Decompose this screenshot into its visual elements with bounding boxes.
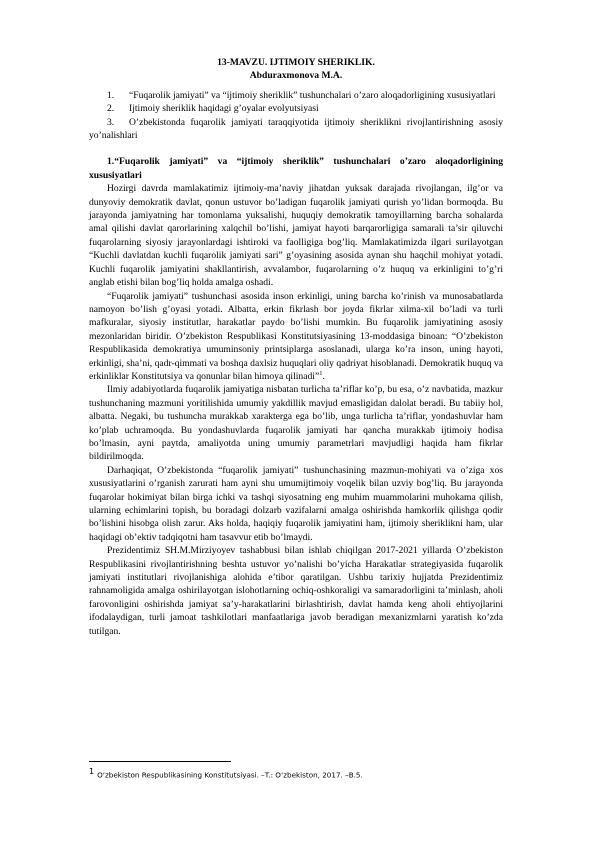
footnote-text: O‘zbekiston Respublikasining Konstitutsiyasi. –T.: O‘zbekiston, 2017. –B.5.: [97, 770, 363, 780]
author-name: Abduraxmonova M.A.: [249, 70, 343, 82]
plan-item-number: 3.: [107, 116, 115, 128]
plan-item: [89, 116, 503, 143]
footnote-separator: [89, 761, 231, 762]
body-paragraph: Prezidentimiz SH.M.Mirziyoyev tashabbusi bilan ishlab chiqilgan 2017-2021 yillarda O’zbekiston Respublikasini rivojlantirishning beshta ustuvor yo’nalishi bo’yicha Harakatlar strategiyasida fuqarolik jamiyati institutlari rivojlanishiga alohida e’tibor qaratilgan. Ushbu tarixiy hujjatda Prezidentimiz rahnamoligida amalga oshirilayotgan islohotlarning ochiq-oshkoraligi va samaradorligini ta’minlash, aholi farovonligini oshirishda jamiyat sa’y-harakatlarini birlashtirish, davlat hamda keng aholi ehtiyojlarini ifodalaydigan, turli jamoat tashkilotlari manfaatlariga javob beradigan mexanizmlarni yaratish ko’zda tutilgan.: [89, 545, 503, 637]
body-paragraph: Hozirgi davrda mamlakatimiz ijtimoiy-ma’naviy jihatdan yuksak darajada rivojlangan, ilg’or va dunyoviy demokratik davlat, qonun ustuvor bo’ladigan fuqarolik jamiyati qurish yo’lidan bormoqda. Bu jarayonda jamiyatning har tomonlama yuksalishi, huquqiy demokratik tamoyillarning barcha sohalarda amal qilishi davlat qarorlarining xalqchil bo’lishi, jamiyat hayoti barqarorligiga samarali ta’sir qiluvchi fuqarolarning siyosiy jarayonlardagi ishtiroki va faolligiga bog’liq. Mamlakatimizda ilgari surilayotgan “Kuchli davlatdan kuchli fuqarolik jamiyati sari” g’oyasining asosida aynan shu haqchil mohiyat yotadi. Kuchli fuqarolik jamiyatini shakllantirish, avvalambor, fuqarolarning o’z huquq va erkinligini to’g’ri anglab etishi bilan bog’liq holda amalga oshadi.: [89, 183, 503, 289]
footnote-reference[interactable]: 1: [319, 369, 323, 377]
footnote: [89, 767, 503, 780]
page-title: 13-MAVZU. IJTIMOIY SHERIKLIK.: [217, 57, 375, 68]
page-content: [89, 56, 503, 638]
spacer: [89, 142, 503, 155]
plan-item-text: O’zbekistonda fuqarolik jamiyati taraqqiyotida ijtimoiy sheriklikni rivojlantirishning asosiy yo’nalishlari: [89, 116, 503, 142]
plan-item-number: 1.: [107, 89, 115, 101]
plan-item: [89, 89, 503, 102]
paragraph-tail: .: [322, 370, 325, 382]
body-paragraph: Ilmiy adabiyotlarda fuqarolik jamiyatiga nisbatan turlicha ta’riflar ko’p, bu esa, o’z navbatida, mazkur tushunchaning mazmuni yoritilishida umumiy yakdillik mavjud emasligidan dalolat beradi. Bu tabiiy hol, albatta. Negaki, bu tushuncha murakkab xarakterga ega bo’lib, unga turlicha ta’riflar, yondashuvlar ham ko’plab uchramoqda. Bu yondashuvlarda fuqarolik jamiyati har qancha murakkab ijtimoiy hodisa bo’lmasin, ayni paytda, amaliyotda uning umumiy parametrlari mavjudligi haqida ham fikrlar bildirilmoqda.: [89, 384, 503, 463]
topic-plan: [89, 89, 503, 143]
footnote-mark: 1: [89, 767, 95, 776]
plan-item-text: “Fuqarolik jamiyati” va “ijtimoiy sheriklik” tushunchalari o’zaro aloqadorligining xususiyatlari: [129, 89, 496, 101]
body-paragraph-quote: [89, 290, 503, 384]
plan-item: [89, 102, 503, 115]
plan-item-text: Ijtimoiy sheriklik haqidagi g’oyalar evolyutsiyasi: [129, 103, 319, 115]
plan-item-number: 2.: [107, 103, 115, 115]
paragraph-text: “Fuqarolik jamiyati” tushunchasi asosida inson erkinligi, uning barcha ko’rinish va munosabatlarda namoyon bo’lish g’oyasi yotadi. Albatta, erkin fikrlash bor joyda fikrlar xilma-xil bo’ladi va turli mafkuralar, siyosiy institutlar, harakatlar paydo bo’lishi mumkin. Bu fuqarolik jamiyatining asosiy mezonlaridan biridir. O’zbekiston Respublikasi Konstitutsiyasining 13-moddasiga binoan: “O’zbekiston Respublikasida demokratiya umuminsoniy printsiplarga asoslanadi, ularga ko’ra inson, uning hayoti, erkinligi, sha’ni, qadr-qimmati va boshqa daxlsiz huquqlari oliy qadriyat hisoblanadi. Demokratik huquq va erkinliklar Konstitutsiya va qonunlar bilan himoya qilinadi”: [89, 290, 503, 382]
section-heading: 1.“Fuqarolik jamiyati” va “ijtimoiy sheriklik” tushunchalari o’zaro aloqadorligining xususiyatlari: [89, 156, 503, 181]
body-paragraph: Darhaqiqat, O’zbekistonda “fuqarolik jamiyati” tushunchasining mazmun-mohiyati va o’ziga xos xususiyatlarini o’rganish zarurati ham ayni shu umumijtimoiy voqelik bilan uzviy bog’liq. Bu jarayonda fuqarolar hokimiyat bilan birga ichki va tashqi siyosatning eng muhim muammolarini muhokama qilish, ularning echimlarini topish, bu boradagi dolzarb vazifalarni amalga oshirishda hamkorlik qilishga qodir bo’lishini hisobga olish zarur. Aks holda, haqiqiy fuqarolik jamiyatini ham, ijtimoiy sheriklikni ham, ular haqidagi ob’ektiv tadqiqotni ham tasavvur etib bo’lmaydi.: [89, 464, 503, 543]
